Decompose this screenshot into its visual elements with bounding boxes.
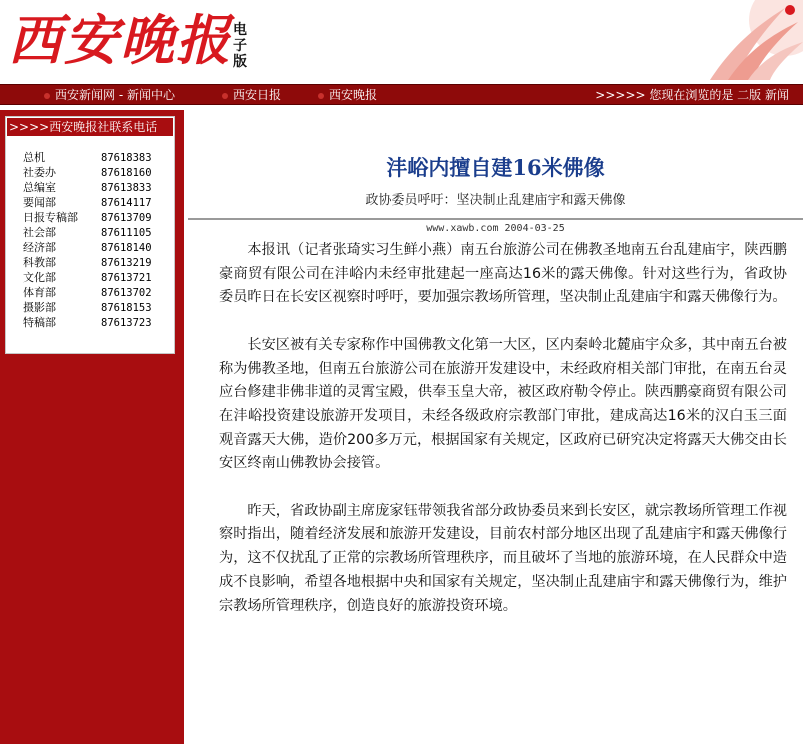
contact-row: 体育部 87613702 xyxy=(23,286,152,299)
contact-box-title: >>>>西安晚报社联系电话 xyxy=(7,118,173,136)
contact-row: 总机 87618383 xyxy=(23,151,152,164)
article-body xyxy=(219,239,787,642)
article-headline: 沣峪内擅自建16米佛像 xyxy=(386,155,605,180)
contact-list xyxy=(23,150,152,330)
article-paragraph: 本报讯（记者张琦实习生鲜小燕）南五台旅游公司在佛教圣地南五台乱建庙宇，陕西鹏豪商贸有限公司在沣峪内未经审批建起一座高达16米的露天佛像。针对这些行为，省政协委员昨日在长安区视察时呼吁，要加强宗教场所管理，坚决制止乱建庙宇和露天佛像行为。 xyxy=(219,242,787,306)
article xyxy=(188,110,803,744)
contact-box xyxy=(5,116,175,354)
contact-row: 科教部 87613219 xyxy=(23,256,152,269)
contact-row: 日报专稿部 87613709 xyxy=(23,211,152,224)
masthead xyxy=(0,0,803,84)
nav-link-news-center[interactable]: 西安新闻网 - 新闻中心 xyxy=(44,87,175,103)
edition-label: 电子版 xyxy=(233,22,247,70)
contact-row: 社委办 87618160 xyxy=(23,166,152,179)
nav-link-xian-evening[interactable]: 西安晚报 xyxy=(318,87,377,103)
sidebar xyxy=(0,110,184,744)
current-page-indicator: >>>>> 您现在浏览的是 二版 新闻 xyxy=(595,88,789,102)
article-paragraph: 长安区被有关专家称作中国佛教文化第一大区，区内秦岭北麓庙宇众多，其中南五台被称为佛教圣地，但南五台旅游公司在旅游开发建设中，未经政府相关部门审批，在南五台灵应台修建非佛非道的灵霄宝殿，供奉玉皇大帝，被区政府勒令停止。陕西鹏豪商贸有限公司在沣峪投资建设旅游开发项目，未经各级政府宗教部门审批，建成高达16米的汉白玉三面观音露天大佛，造价200多万元，根据国家有关规定，区政府已研究决定将露天大佛交由长安区终南山佛教协会接管。 xyxy=(219,336,787,472)
decorative-flame-emblem-icon xyxy=(690,0,803,84)
bullet-icon xyxy=(222,93,228,99)
newspaper-logo[interactable]: 西安晚报 xyxy=(8,8,232,72)
contact-row: 经济部 87618140 xyxy=(23,241,152,254)
bullet-icon xyxy=(44,93,50,99)
contact-row: 社会部 87611105 xyxy=(23,226,152,239)
contact-row: 特稿部 87613723 xyxy=(23,316,152,329)
nav-link-xian-daily[interactable]: 西安日报 xyxy=(222,87,281,103)
article-byline: www.xawb.com 2004-03-25 xyxy=(426,223,565,234)
bullet-icon xyxy=(318,93,324,99)
article-paragraph: 昨天，省政协副主席庞家钰带领我省部分政协委员来到长安区，就宗教场所管理工作视察时指出，随着经济发展和旅游开发建设，目前农村部分地区出现了乱建庙宇和露天佛像行为，这不仅扰乱了正常的宗教场所管理秩序，而且破坏了当地的旅游环境，在人民群众中造成不良影响，希望各地根据中央和国家有关规定，坚决制止乱建庙宇和露天佛像行为，维护宗教场所管理秩序，创造良好的旅游投资环境。 xyxy=(219,502,787,614)
contact-row: 文化部 87613721 xyxy=(23,271,152,284)
nav-bar xyxy=(0,84,803,105)
article-subhead: 政协委员呼吁：坚决制止乱建庙宇和露天佛像 xyxy=(365,193,626,208)
contact-row: 要闻部 87614117 xyxy=(23,196,152,209)
contact-row: 总编室 87613833 xyxy=(23,181,152,194)
divider xyxy=(188,218,803,220)
contact-row: 摄影部 87618153 xyxy=(23,301,152,314)
